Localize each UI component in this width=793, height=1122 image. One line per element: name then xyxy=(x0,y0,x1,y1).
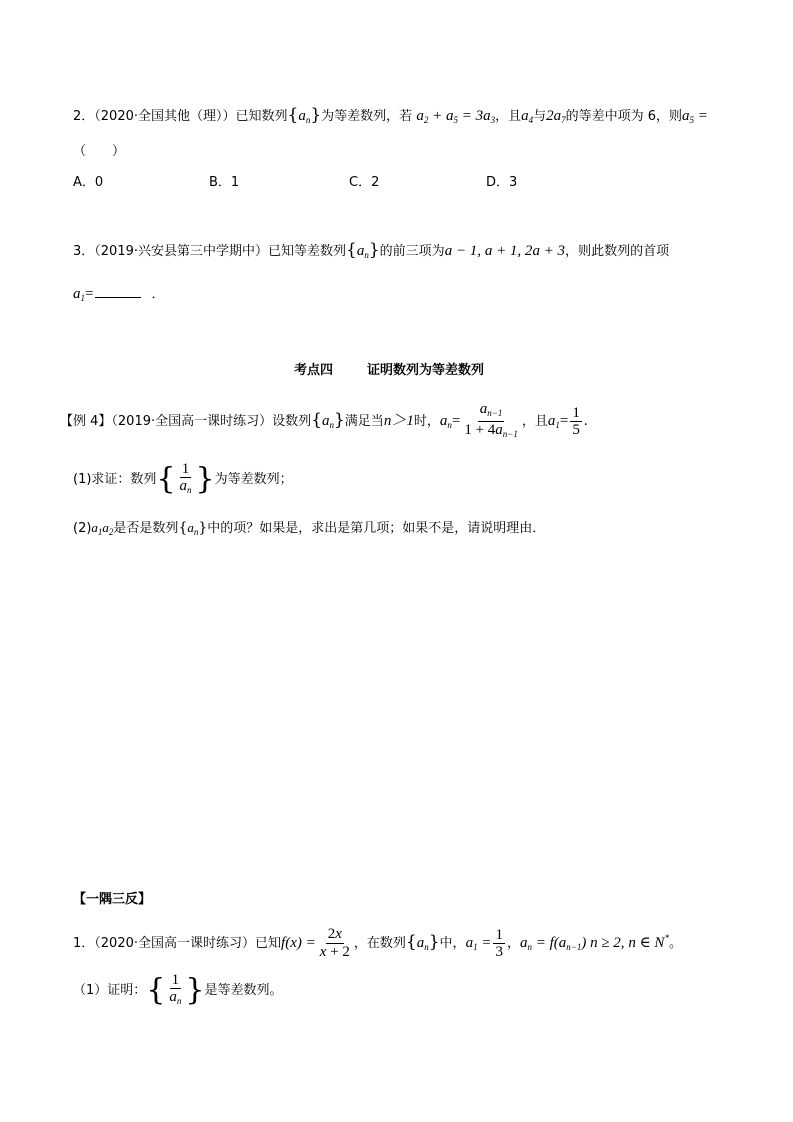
q2-text: 已知数列 xyxy=(235,109,288,124)
q2-a5: $a_5$ = xyxy=(682,108,708,125)
practice-left-brace: { xyxy=(146,972,166,1008)
ex4-part1-text: 为等差数列； xyxy=(214,472,293,487)
q2-text: 与 xyxy=(533,109,547,124)
ex4-label: 【例 4】 xyxy=(60,414,112,429)
q2-text: 的等差中项为 6，则 xyxy=(565,109,683,124)
q2-text: ，且 xyxy=(495,109,522,124)
practice-a1-fraction: $\frac{1}{3}$ xyxy=(495,927,503,960)
ex4-seq-an: $\{a_n\}$ xyxy=(311,410,345,430)
practice-header: 【一隅三反】 xyxy=(73,892,152,907)
practice-part1-text: （1）证明： xyxy=(73,983,147,998)
q3-number: 3． xyxy=(73,244,95,259)
practice-text: 中， xyxy=(439,936,466,951)
q2-option-c: C．2 xyxy=(349,175,380,190)
section-heading xyxy=(294,361,484,381)
q3-a1: $a_1$ xyxy=(73,286,85,303)
ex4-part1-text: (1)求证：数列 xyxy=(73,472,157,487)
q2-source: （2020·全国其他（理）） xyxy=(94,109,236,124)
q3-text: 已知等差数列 xyxy=(268,244,347,259)
ex4-line1: 【例 4】（2019·全国高一课时练习）设数列$\{a_n\}$满足当n＞1时，$a_n=$ $\frac{a_{n-1}}{1 + 4a_{n-1}}$ ，且$a_1=$ $\frac{1}{5}$ . xyxy=(60,398,588,442)
q3-line2: $a_1=$ ． xyxy=(73,286,165,303)
ex4-part2-text: (2) xyxy=(73,521,92,536)
practice-source: （2020·全国高一课时练习） xyxy=(94,936,255,951)
practice-part1-text: 是等差数列。 xyxy=(204,983,283,998)
practice-text: 已知 xyxy=(255,936,282,951)
q2-line1 xyxy=(73,105,708,130)
ex4-seq-an-2: $\{a_n\}$ xyxy=(178,520,208,537)
practice-a1: $a_1$ = xyxy=(465,935,492,952)
ex4-text: 满足当 xyxy=(344,414,384,429)
ex4-a1-fraction: $\frac{1}{5}$ xyxy=(572,405,580,438)
practice-fx: f(x) = xyxy=(281,935,316,951)
ex4-part2 xyxy=(73,518,545,542)
ex4-source: （2019·全国高一课时练习） xyxy=(111,414,273,429)
q3-source: （2019·兴安县第三中学期中） xyxy=(94,244,268,259)
q3-text: 的前三项为 xyxy=(379,244,445,259)
practice-reciprocal-fraction: $\frac{1}{a_n}$ xyxy=(169,972,182,1006)
ex4-reciprocal-fraction: $\frac{1}{a_n}$ xyxy=(179,461,192,495)
q3-seq-an: $\{a_n\}$ xyxy=(346,240,380,260)
practice-number: 1． xyxy=(73,936,95,951)
practice-recurrence: $a_n = f(a_{n-1}) n \ge 2$, n ∈ N* xyxy=(519,933,669,952)
q2-seq-an: $\{a_n\}$ xyxy=(287,105,322,125)
ex4-part1 xyxy=(73,458,293,502)
ex4-left-brace: { xyxy=(156,461,176,497)
q2-number: 2． xyxy=(73,109,95,124)
practice-text: 。 xyxy=(668,936,682,951)
ex4-a1a2: $a_1a_2$ xyxy=(91,520,114,537)
practice-fx-fraction: $\frac{2x}{x + 2}$ xyxy=(319,926,350,960)
ex4-text: 设数列 xyxy=(272,414,312,429)
ex4-part2-text: 是否是数列 xyxy=(113,521,179,536)
q2-condition-formula: $a_2 + a_5 = 3a_3$ xyxy=(416,108,496,125)
q2-option-d: D．3 xyxy=(486,175,518,190)
ex4-recurrence-fraction: $\frac{a_{n-1}}{1 + 4a_{n-1}}$ xyxy=(464,401,518,439)
ex4-right-brace: } xyxy=(195,461,215,497)
q2-2a7: $2a_7$ xyxy=(546,108,566,125)
practice-text: ，在数列 xyxy=(353,936,406,951)
practice-line1 xyxy=(73,916,682,960)
q2-option-b: B．1 xyxy=(209,175,240,190)
q2-text: 为等差数列，若 xyxy=(321,109,413,124)
ex4-text: ，且 xyxy=(521,414,548,429)
ex4-a1: $a_1$ xyxy=(547,413,560,430)
q2-option-a: A．0 xyxy=(73,175,104,190)
practice-right-brace: } xyxy=(185,972,205,1008)
q3-text: ． xyxy=(151,287,165,302)
q3-terms-formula: a − 1, a + 1, 2a + 3 xyxy=(444,243,566,259)
ex4-an: $a_n$ xyxy=(439,413,452,430)
q2-paren: （ ） xyxy=(73,144,126,159)
practice-part1 xyxy=(73,969,282,1013)
practice-seq-an: $\{a_n\}$ xyxy=(405,932,440,952)
practice-text: ， xyxy=(506,936,520,951)
ex4-part2-text: 中的项？如果是，求出是第几项；如果不是，请说明理由． xyxy=(207,521,546,536)
ex4-n-gt-1: n＞1 xyxy=(383,413,414,429)
q3-line1 xyxy=(73,240,669,265)
q2-a4: $a_4$ xyxy=(521,108,534,125)
q3-text: ，则此数列的首项 xyxy=(565,244,670,259)
section-label: 考点四 xyxy=(294,363,334,378)
ex4-text: 时， xyxy=(413,414,440,429)
section-title: 证明数列为等差数列 xyxy=(367,363,485,378)
q3-answer-blank[interactable] xyxy=(95,285,141,298)
